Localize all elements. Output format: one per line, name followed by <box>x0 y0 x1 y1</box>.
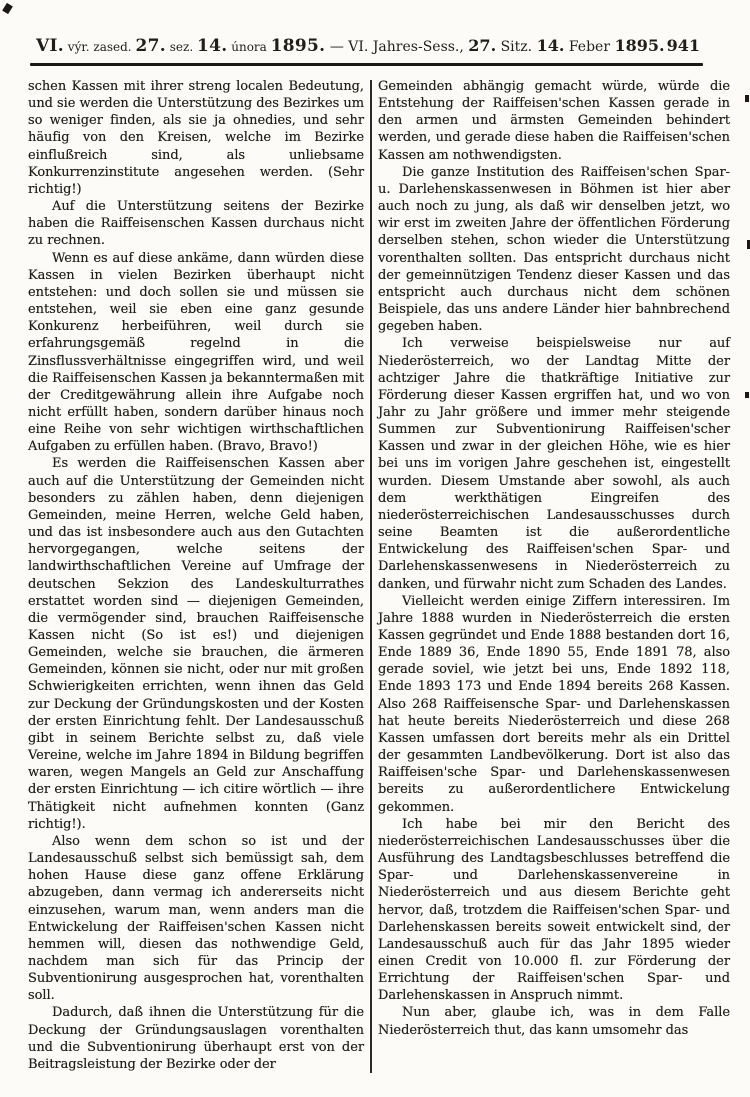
paragraph: Ich habe bei mir den Bericht des niederösterreichischen Landesausschusses über die Ausführung des Landtagsbeschlusses betreffend die Spar- und Darlehenskassenvereine in Niederösterreich und aus diesem Berichte geht hervor, daß, trotzdem die Raiffeisen'schen Spar- und Darlehenskassen bereits soweit entwickelt sind, der Landesausschuß auch für das Jahr 1895 wieder einen Credit von 10.000 fl. zur Förderung der Errichtung der Raiffeisen'schen Spar- und Darlehenskassen in Anspruch nimmt. <box>378 816 730 1004</box>
header-segment: Sitz. <box>496 39 537 55</box>
paragraph: Die ganze Institution des Raiffeisen'schen Spar- u. Darlehenskassenwesen in Böhmen ist hier aber auch noch zu jung, als daß wir denselben jetzt, wo wir erst im zweiten Jahre der öffentlichen Förderung derselben stehen, schon wieder die Unterstützung vorenthalten sollten. Das entspricht durchaus nicht der gemeinnützigen Tendenz dieser Kassen und das entspricht auch durchaus nicht dem schönen Beispiele, das uns andere Länder hier bahnbrechend gegeben haben. <box>378 164 730 335</box>
header-segment: 27. <box>468 36 497 55</box>
paragraph: Es werden die Raiffeisenschen Kassen aber auch auf die Unterstützung der Gemeinden nicht besonders zu zählen haben, denn diejenigen Gemeinden, meine Herren, welche Geld haben, und das ist insbesondere auch aus den Gutachten hervorgegangen, welche seitens der landwirthschaftlichen Vereine auf Umfrage der deutschen Sekzion des Landeskulturrathes erstattet worden sind — diejenigen Gemeinden, die vermögender sind, brauchen Raiffeisensche Kassen nicht (So ist es!) und diejenigen Gemeinden, welche sie brauchen, die ärmeren Gemeinden, können sie nicht, oder nur mit großen Schwierigkeiten errichten, wenn ihnen das Geld zur Deckung der Gründungskosten und der Kosten der ersten Einrichtung fehlt. Der Landesausschuß gibt in seinem Berichte selbst zu, daß viele Vereine, welche im Jahre 1894 in Bildung begriffen waren, wegen Mangels an Geld zur Anschaffung der ersten Einrichtung — ich citire wörtlich — ihre Thätigkeit nicht aufnehmen konnten (Ganz richtig!). <box>28 456 364 832</box>
paragraph: Dadurch, daß ihnen die Unterstützung für die Deckung der Gründungsauslagen vorenthalten und die Subventionirung überhaupt erst von der Beitragsleistung der Bezirke oder der <box>28 1005 364 1072</box>
scan-artifact <box>745 95 749 102</box>
paragraph: Gemeinden abhängig gemacht würde, würde die Entstehung der Raiffeisen'schen Kassen gerade in den armen und ärmsten Gemeinden behindert werden, und gerade diese haben die Raiffeisen'schen Kassen am nothwendigsten. <box>378 79 730 163</box>
paragraph: Ich verweise beispielsweise nur auf Niederösterreich, wo der Landtag Mitte der achtziger Jahre die thatkräftige Initiative zur Förderung dieser Kassen ergriffen hat, und wo von Jahr zu Jahr größere und immer mehr steigende Summen zur Subventionirung Raiffeisen'scher Kassen und zwar in der gleichen Höhe, wie es hier bei uns im vorigen Jahre geschehen ist, eingestellt wurden. Diesem Umstande aber sowohl, als auch dem werkthätigen Eingreifen des niederösterreichischen Landesausschusses durch seine Beamten ist die außerordentliche Entwickelung des Raiffeisen'schen Spar- und Darlehenskassenwesens in Niederösterreich zu danken, und fürwahr nicht zum Schaden des Landes. <box>378 336 730 592</box>
paragraph: Nun aber, glaube ich, was in dem Falle Niederösterreich thut, das kann umsomehr das <box>378 1005 730 1038</box>
paragraph: Auf die Unterstützung seitens der Bezirke haben die Raiffeisenschen Kassen durchaus nicht zu rechnen. <box>28 199 364 249</box>
session-title <box>36 36 665 56</box>
header-segment: Feber <box>564 39 615 55</box>
left-column <box>28 78 364 1073</box>
paragraph: Vielleicht werden einige Ziffern interessiren. Im Jahre 1888 wurden in Niederösterreich die ersten Kassen gegründet und Ende 1888 bestanden dort 16, Ende 1889 36, Ende 1890 55, Ende 1891 78, also gerade soviel, wie jetzt bei uns, Ende 1892 118, Ende 1893 173 und Ende 1894 bereits 268 Kassen. Also 268 Raiffeisensche Spar- und Darlehenskassen hat heute bereits Niederösterreich und diese 268 Kassen umfassen dort bereits mehr als ein Drittel der gesammten Landbevölkerung. Dort ist also das Raiffeisen'sche Spar- und Darlehenskassenwesen bereits zu außerordentlichere Entwickelung gekommen. <box>378 593 730 815</box>
header-segment: února <box>227 40 271 54</box>
text-columns <box>0 66 750 1073</box>
header-segment: 27. <box>135 36 166 56</box>
column-divider-rule <box>370 80 372 1073</box>
paragraph: Wenn es auf diese ankäme, dann würden diese Kassen in vielen Bezirken überhaupt nicht entstehen: und doch sollen sie und müssen sie entstehen, weil sie eben eine ganz gesunde Konkurenz herbeiführen, weil durch sie erfahrungsgemäß regelnd in die Zinsflussverhältnisse eingegriffen wird, und weil die Raiffeisenschen Kassen ja bekanntermaßen mit der Creditgewährung allein ihre Aufgabe noch nicht erfüllt haben, sondern darüber hinaus noch eine Reihe von sehr wichtigen wirthschaftlichen Aufgaben zu erfüllen haben. (Bravo, Bravo!) <box>28 250 364 455</box>
header-segment: VI. <box>36 36 64 56</box>
header-segment: 14. <box>196 36 228 56</box>
paragraph: Also wenn dem schon so ist und der Landesausschuß selbst sich bemüssigt sah, dem hohen Hause diese ganz offene Erklärung abzugeben, dann vermag ich andererseits nicht einzusehen, warum man, wenn anders man die Entwickelung der Raiffeisen'schen Kassen nicht hemmen will, diesen das nothwendige Geld, nachdem man sich für das Princip der Subventionirung ausgesprochen hat, vorenthalten soll. <box>28 833 364 1004</box>
header-segment: výr. zased. <box>63 40 136 54</box>
header-segment: 14. <box>536 36 565 55</box>
header-segment: sez. <box>165 40 197 54</box>
header-segment: 1895. <box>614 36 665 55</box>
scan-artifact <box>745 392 749 398</box>
page-header <box>0 0 750 56</box>
header-segment: VI. Jahres-Sess., <box>348 39 469 55</box>
header-segment: — <box>325 39 349 55</box>
paragraph: schen Kassen mit ihrer streng localen Bedeutung, und sie werden die Unterstützung des Bezirkes um so weniger finden, als sie ja ohnedies, und sehr häufig von den Kreisen, welche im Bezirke einflußreich sind, als unliebsame Konkurrenzinstitute angesehen werden. (Sehr richtig!) <box>28 79 364 197</box>
right-column <box>378 78 730 1073</box>
page-number: 941 <box>666 36 700 55</box>
header-segment: 1895. <box>270 36 326 56</box>
